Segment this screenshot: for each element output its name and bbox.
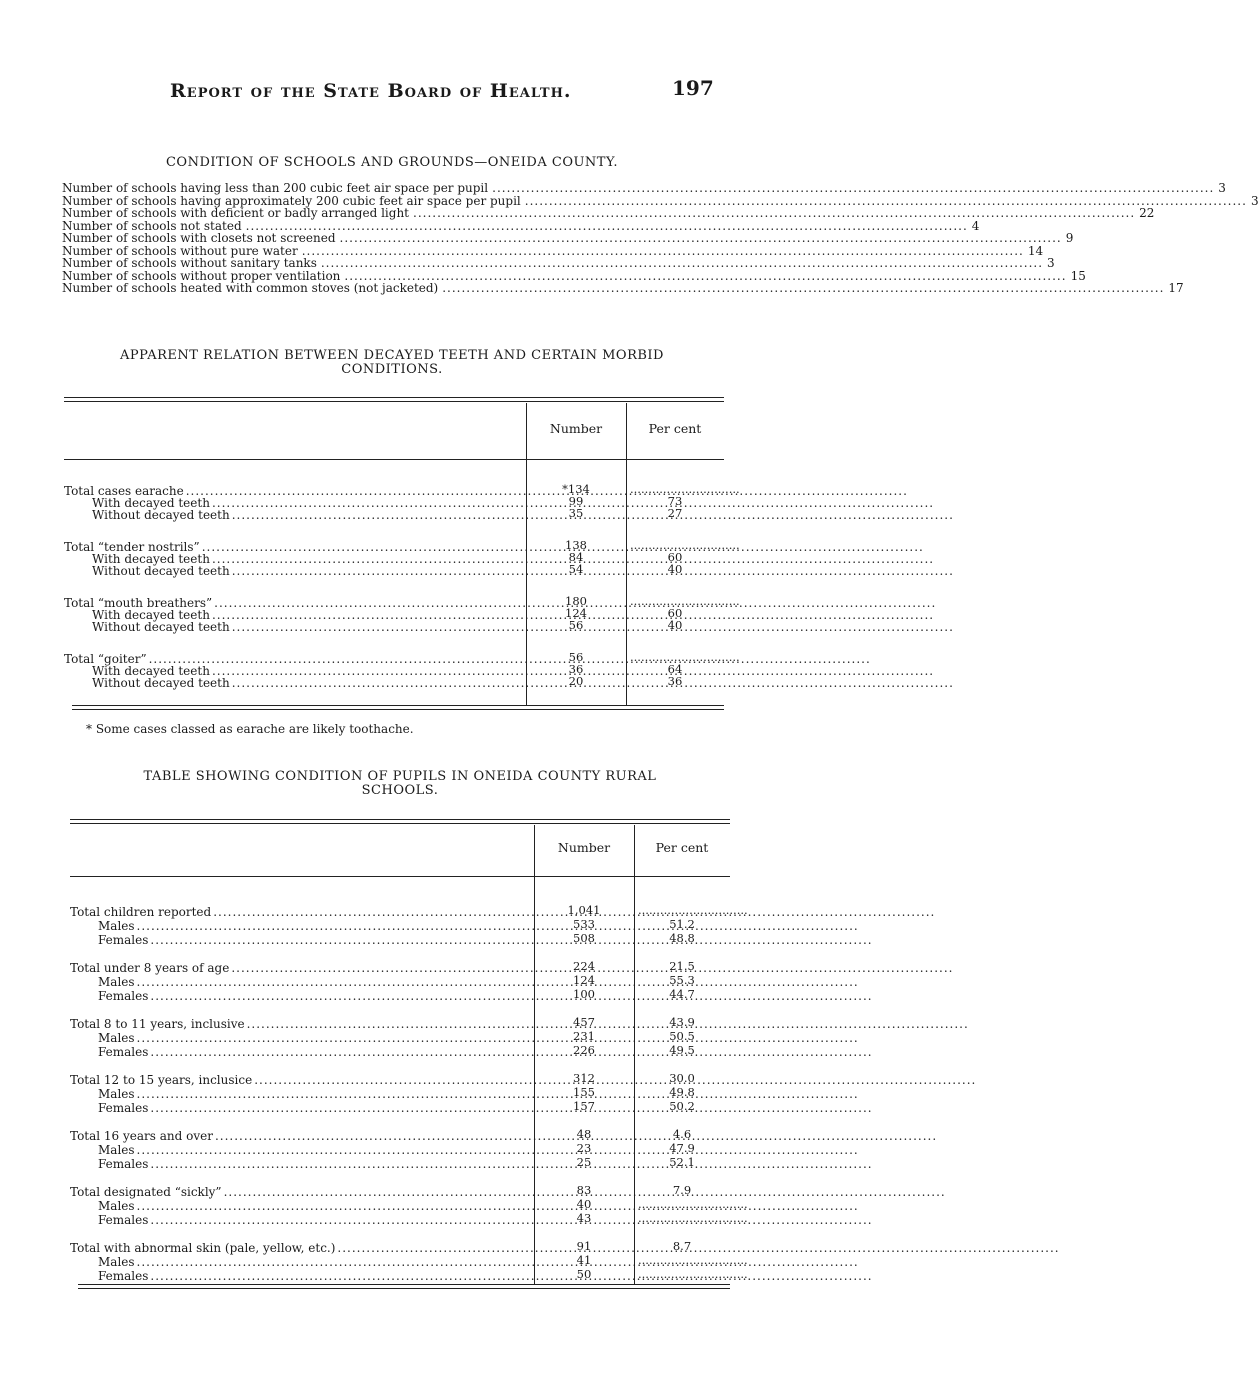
section3-title-line2: SCHOOLS. [361, 783, 439, 798]
row-label: Males [98, 919, 135, 933]
table-row [98, 990, 530, 1002]
leader-dots [492, 182, 1214, 195]
row-label: Females [98, 1045, 149, 1059]
cell-percent: 52.1 [669, 1155, 695, 1169]
cell-percent: 48.8 [669, 931, 695, 945]
table-row [98, 1270, 530, 1282]
leader-dots [321, 257, 1043, 270]
row-label: With decayed teeth [92, 608, 210, 622]
row-label: Total with abnormal skin (pale, yellow, etc.) [70, 1241, 336, 1255]
list-item [62, 256, 1055, 270]
list-item-label: Number of schools having approximately 200 cubic feet air space per pupil [62, 193, 521, 208]
leader-dots [137, 1029, 859, 1044]
cell-number: 20 [568, 674, 584, 688]
cell-percent-empty: .............................. [638, 1197, 748, 1211]
section1-title: CONDITION OF SCHOOLS AND GROUNDS—ONEIDA COUNTY. [165, 155, 619, 170]
cell-percent-empty: .............................. [638, 1211, 748, 1225]
cell-percent-empty: .............................. [638, 1253, 748, 1267]
cell-percent: 60 [667, 550, 683, 564]
cell-percent: 50.5 [669, 1029, 695, 1043]
list-item-label: Number of schools without proper ventilation [62, 268, 341, 283]
row-label: Males [98, 1031, 135, 1045]
list-item-value: 9 [1065, 231, 1074, 245]
leader-dots [150, 1267, 872, 1282]
cell-number: 508 [573, 931, 595, 945]
leader-dots [150, 931, 872, 946]
cell-number: 231 [573, 1029, 595, 1043]
row-label: Females [98, 1269, 149, 1283]
row-label: Males [98, 1199, 135, 1213]
list-item-label: Number of schools not stated [62, 218, 242, 233]
cell-percent-empty: .............................. [638, 1267, 748, 1281]
list-item-label: Number of schools heated with common stoves (not jacketed) [62, 281, 439, 295]
leader-dots [137, 917, 859, 932]
list-item-value: 4 [971, 218, 980, 233]
table-top-rule [64, 397, 724, 398]
table-row [70, 1242, 530, 1254]
cell-number: 124 [573, 973, 595, 987]
table-row [98, 1102, 530, 1114]
leader-dots [137, 1085, 859, 1100]
row-label: Females [98, 933, 149, 947]
cell-percent: 55.3 [669, 973, 695, 987]
table-bottom-rule [78, 1284, 730, 1285]
cell-percent-empty: .............................. [630, 650, 740, 664]
cell-number: 25 [576, 1155, 592, 1169]
cell-number: 224 [573, 959, 595, 973]
cell-percent: 51.2 [669, 917, 695, 931]
cell-number: 180 [565, 594, 587, 608]
table-row [92, 621, 522, 633]
cell-percent: 44.7 [669, 987, 695, 1001]
row-label: Males [98, 1255, 135, 1269]
table-top-rule [70, 823, 730, 824]
table-bottom-rule [72, 709, 724, 710]
row-label: Females [98, 1101, 149, 1115]
table-row [70, 906, 530, 918]
row-label: With decayed teeth [92, 664, 210, 678]
row-label: Without decayed teeth [92, 676, 230, 690]
cell-percent: 8.7 [672, 1239, 692, 1253]
table-row [98, 934, 530, 946]
column-header-number: Number [557, 840, 611, 855]
header-rule [64, 459, 724, 460]
row-label: Without decayed teeth [92, 508, 230, 522]
cell-percent: 47.9 [669, 1141, 695, 1155]
section2-title-line1: APPARENT RELATION BETWEEN DECAYED TEETH AND CERTAIN MORBID [120, 348, 664, 363]
table-top-rule [70, 819, 730, 820]
leader-dots [442, 282, 1164, 295]
list-item [62, 206, 1155, 220]
table-row [70, 1018, 530, 1030]
cell-number: 36 [568, 662, 584, 676]
cell-percent: 30.0 [669, 1071, 695, 1085]
row-label: Total children reported [70, 905, 212, 919]
section1-list [62, 181, 1259, 295]
cell-number: 533 [573, 917, 595, 931]
leader-dots [413, 207, 1135, 220]
cell-number: 100 [573, 987, 595, 1001]
leader-dots [137, 1141, 859, 1156]
cell-percent: 36 [667, 674, 683, 688]
cell-percent: 21.5 [669, 959, 695, 973]
column-header-percent: Per cent [655, 840, 709, 855]
cell-number: 155 [573, 1085, 595, 1099]
cell-number: 23 [576, 1141, 592, 1155]
cell-number: 56 [568, 618, 584, 632]
cell-number: 35 [568, 506, 584, 520]
cell-percent: 40 [667, 618, 683, 632]
cell-number: 41 [576, 1253, 592, 1267]
cell-percent: 49.5 [669, 1043, 695, 1057]
table-row [98, 1088, 530, 1100]
row-label: Total designated “sickly” [70, 1185, 222, 1199]
running-header: Report of the State Board of Health. [170, 80, 572, 102]
cell-percent-empty: .............................. [638, 903, 748, 917]
table-row [98, 1144, 530, 1156]
cell-percent-empty: .............................. [630, 594, 740, 608]
list-item-label: Number of schools with deficient or badly arranged light [62, 206, 409, 220]
list-item-value: 3 [1218, 181, 1226, 195]
row-label: Females [98, 1157, 149, 1171]
leader-dots [150, 1211, 872, 1226]
table-row [98, 920, 530, 932]
list-item-value: 14 [1027, 243, 1044, 258]
table-row [92, 677, 522, 689]
row-label: Total cases earache [64, 484, 184, 498]
list-item-label: Number of schools having less than 200 cubic feet air space per pupil [62, 181, 489, 195]
list-item-value: 17 [1168, 281, 1184, 295]
section3-title [70, 770, 730, 798]
table-top-rule [64, 401, 724, 402]
list-item-value: 15 [1070, 268, 1086, 283]
section3-title-line1: TABLE SHOWING CONDITION OF PUPILS IN ONEIDA COUNTY RURAL [143, 769, 657, 784]
cell-percent: 43.9 [669, 1015, 695, 1029]
row-label: Males [98, 1087, 135, 1101]
header-rule [70, 876, 730, 877]
cell-number: 48 [576, 1127, 592, 1141]
cell-number: 40 [576, 1197, 592, 1211]
cell-percent: 7.9 [672, 1183, 692, 1197]
table-row [98, 1032, 530, 1044]
table-row [98, 1214, 530, 1226]
list-item-label: Number of schools without pure water [62, 243, 298, 258]
table-bottom-rule [78, 1288, 730, 1289]
table-row [70, 962, 530, 974]
table-bottom-rule [72, 705, 724, 706]
cell-number: 91 [576, 1239, 592, 1253]
table-row [70, 1186, 530, 1198]
row-label: Total “tender nostrils” [64, 540, 200, 554]
row-label: Total 12 to 15 years, inclusice [70, 1073, 253, 1087]
row-label: With decayed teeth [92, 552, 210, 566]
row-label: Total under 8 years of age [70, 961, 230, 975]
cell-number: 54 [568, 562, 584, 576]
table-row [70, 1074, 530, 1086]
cell-number: 56 [568, 650, 584, 664]
leader-dots [150, 987, 872, 1002]
cell-percent: 40 [667, 562, 683, 576]
section2-title [62, 349, 722, 377]
list-item-value: 3 [1047, 256, 1055, 270]
column-header-percent: Per cent [648, 421, 702, 436]
row-label: Total “mouth breathers” [64, 596, 213, 610]
list-item [62, 231, 1074, 245]
cell-number: 50 [576, 1267, 592, 1281]
cell-number: 1,041 [567, 903, 601, 917]
row-label: Total 8 to 11 years, inclusive [70, 1017, 245, 1031]
section2-title-line2: CONDITIONS. [341, 362, 443, 377]
cell-number: *134 [562, 482, 590, 496]
column-header-number: Number [549, 421, 603, 436]
row-label: Males [98, 1143, 135, 1157]
cell-percent: 50.2 [669, 1099, 695, 1113]
cell-number: 457 [573, 1015, 595, 1029]
leader-dots [150, 1099, 872, 1114]
list-item [62, 181, 1226, 195]
cell-number: 157 [573, 1099, 595, 1113]
cell-percent-empty: .............................. [630, 538, 740, 552]
list-item-value: 3 [1250, 193, 1259, 208]
cell-percent: 27 [667, 506, 683, 520]
cell-number: 124 [565, 606, 587, 620]
leader-dots [137, 1253, 859, 1268]
row-label: Without decayed teeth [92, 620, 230, 634]
row-label: Males [98, 975, 135, 989]
footnote: * Some cases classed as earache are likely toothache. [86, 722, 414, 736]
list-item-value: 22 [1139, 206, 1155, 220]
leader-dots [137, 1197, 859, 1212]
row-label: Females [98, 1213, 149, 1227]
cell-percent: 4.6 [672, 1127, 692, 1141]
page-number: 197 [672, 76, 714, 100]
list-item-label: Number of schools with closets not screened [62, 231, 336, 245]
cell-percent: 60 [667, 606, 683, 620]
leader-dots [137, 973, 859, 988]
cell-number: 138 [565, 538, 587, 552]
table-row [70, 1130, 530, 1142]
cell-number: 99 [568, 494, 584, 508]
table-row [92, 565, 522, 577]
table-row [98, 976, 530, 988]
cell-percent: 73 [667, 494, 683, 508]
cell-number: 43 [576, 1211, 592, 1225]
cell-number: 83 [576, 1183, 592, 1197]
row-label: With decayed teeth [92, 496, 210, 510]
table-row [98, 1046, 530, 1058]
leader-dots [150, 1043, 872, 1058]
table-row [98, 1158, 530, 1170]
leader-dots [340, 232, 1062, 245]
cell-percent-empty: .............................. [630, 482, 740, 496]
list-item-label: Number of schools without sanitary tanks [62, 256, 317, 270]
table-row [98, 1256, 530, 1268]
table-row [98, 1200, 530, 1212]
table-row [92, 509, 522, 521]
leader-dots [150, 1155, 872, 1170]
row-label: Total “goiter” [64, 652, 147, 666]
cell-number: 226 [573, 1043, 595, 1057]
cell-percent: 64 [667, 662, 683, 676]
row-label: Females [98, 989, 149, 1003]
cell-number: 312 [573, 1071, 595, 1085]
cell-number: 84 [568, 550, 584, 564]
row-label: Total 16 years and over [70, 1129, 213, 1143]
list-item [62, 281, 1184, 295]
row-label: Without decayed teeth [92, 564, 230, 578]
cell-percent: 49.8 [669, 1085, 695, 1099]
